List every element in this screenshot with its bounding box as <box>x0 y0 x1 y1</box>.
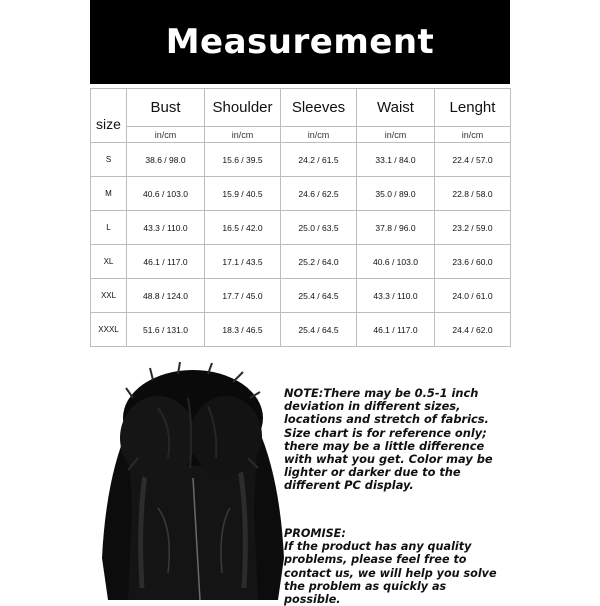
promise-text: If the product has any quality problems, please feel free to contact us, we will help you solve the problem as quickly as possible. <box>284 540 497 606</box>
table-row <box>91 279 511 313</box>
table-row <box>91 211 511 245</box>
jacket-image <box>98 358 288 600</box>
table-row <box>91 313 511 347</box>
measurement-cell: 16.5 / 42.0 <box>205 211 281 245</box>
measurement-cell: 43.3 / 110.0 <box>357 279 435 313</box>
size-cell: M <box>91 177 127 211</box>
measurement-cell: 17.1 / 43.5 <box>205 245 281 279</box>
measurement-cell: 51.6 / 131.0 <box>127 313 205 347</box>
column-header: Waist <box>357 89 435 127</box>
size-cell: XXL <box>91 279 127 313</box>
size-column-header: size <box>91 89 127 143</box>
title-banner <box>90 0 510 84</box>
measurement-cell: 24.6 / 62.5 <box>281 177 357 211</box>
measurement-cell: 25.4 / 64.5 <box>281 313 357 347</box>
column-header: Sleeves <box>281 89 357 127</box>
unit-label: in/cm <box>357 127 435 143</box>
measurement-cell: 46.1 / 117.0 <box>127 245 205 279</box>
measurement-cell: 37.8 / 96.0 <box>357 211 435 245</box>
unit-label: in/cm <box>205 127 281 143</box>
measurement-cell: 33.1 / 84.0 <box>357 143 435 177</box>
measurement-cell: 46.1 / 117.0 <box>357 313 435 347</box>
measurement-cell: 18.3 / 46.5 <box>205 313 281 347</box>
size-cell: XL <box>91 245 127 279</box>
measurement-cell: 22.4 / 57.0 <box>435 143 511 177</box>
table-row <box>91 177 511 211</box>
promise-block <box>284 527 504 606</box>
sizing-note: NOTE:There may be 0.5-1 inch deviation in different sizes, locations and stretch of fabrics. Size chart is for reference only; there may be a little difference with what you get. Color may be lighter or darker due to the different PC display. <box>284 386 493 493</box>
measurement-cell: 25.0 / 63.5 <box>281 211 357 245</box>
units-row <box>91 127 511 143</box>
size-cell: L <box>91 211 127 245</box>
measurement-cell: 15.9 / 40.5 <box>205 177 281 211</box>
measurement-cell: 24.4 / 62.0 <box>435 313 511 347</box>
measurement-cell: 15.6 / 39.5 <box>205 143 281 177</box>
header-row <box>91 89 511 127</box>
measurement-cell: 22.8 / 58.0 <box>435 177 511 211</box>
measurement-cell: 17.7 / 45.0 <box>205 279 281 313</box>
size-cell: XXXL <box>91 313 127 347</box>
measurement-cell: 23.2 / 59.0 <box>435 211 511 245</box>
measurement-cell: 35.0 / 89.0 <box>357 177 435 211</box>
unit-label: in/cm <box>435 127 511 143</box>
column-header: Lenght <box>435 89 511 127</box>
measurement-cell: 25.2 / 64.0 <box>281 245 357 279</box>
page-title: Measurement <box>165 22 435 62</box>
table-row <box>91 143 511 177</box>
measurement-cell: 24.0 / 61.0 <box>435 279 511 313</box>
measurement-cell: 25.4 / 64.5 <box>281 279 357 313</box>
measurement-cell: 23.6 / 60.0 <box>435 245 511 279</box>
measurement-cell: 48.8 / 124.0 <box>127 279 205 313</box>
table-row <box>91 245 511 279</box>
size-chart-table <box>90 88 511 347</box>
measurement-cell: 40.6 / 103.0 <box>357 245 435 279</box>
unit-label: in/cm <box>281 127 357 143</box>
measurement-cell: 43.3 / 110.0 <box>127 211 205 245</box>
measurement-cell: 24.2 / 61.5 <box>281 143 357 177</box>
unit-label: in/cm <box>127 127 205 143</box>
measurement-cell: 38.6 / 98.0 <box>127 143 205 177</box>
size-cell: S <box>91 143 127 177</box>
column-header: Shoulder <box>205 89 281 127</box>
measurement-cell: 40.6 / 103.0 <box>127 177 205 211</box>
column-header: Bust <box>127 89 205 127</box>
promise-title: PROMISE: <box>284 527 346 540</box>
